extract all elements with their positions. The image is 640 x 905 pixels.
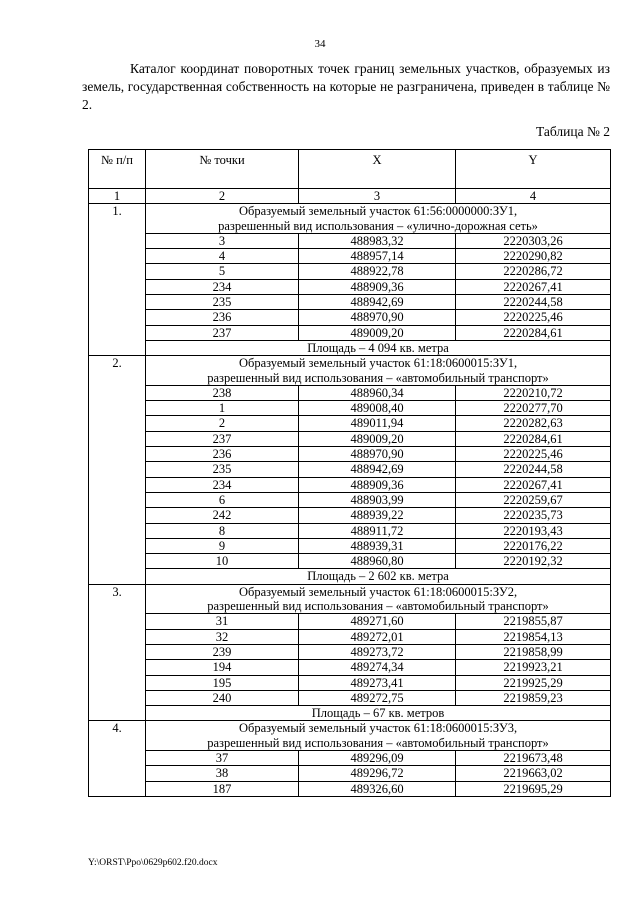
plot-area: Площадь – 67 кв. метров <box>146 706 611 721</box>
x-coordinate-cell: 489009,20 <box>299 325 456 340</box>
point-id-cell: 9 <box>146 538 299 553</box>
table-header-row <box>89 150 611 189</box>
x-coordinate-cell: 488983,32 <box>299 233 456 248</box>
plot-title-line: Образуемый земельный участок 61:18:0600015:ЗУ2, <box>238 584 518 599</box>
plot-title <box>146 204 611 234</box>
table-row <box>89 508 611 523</box>
plot-title-line: Образуемый земельный участок 61:18:0600015:ЗУ1, <box>238 356 518 371</box>
col-number: 4 <box>456 189 611 204</box>
y-coordinate-cell: 2220286,72 <box>456 264 611 279</box>
x-coordinate-cell: 489009,20 <box>299 431 456 446</box>
point-id-cell: 238 <box>146 385 299 400</box>
table-row <box>89 295 611 310</box>
y-coordinate-cell: 2220225,46 <box>456 447 611 462</box>
x-coordinate-cell: 489273,41 <box>299 675 456 690</box>
point-id-cell: 236 <box>146 447 299 462</box>
plot-number: 1. <box>89 204 146 356</box>
x-coordinate-cell: 488903,99 <box>299 492 456 507</box>
plot-title-line: разрешенный вид использования – «улично-дорожная сеть» <box>218 218 538 233</box>
point-id-cell: 234 <box>146 477 299 492</box>
y-coordinate-cell: 2220284,61 <box>456 325 611 340</box>
point-id-cell: 38 <box>146 766 299 781</box>
x-coordinate-cell: 488922,78 <box>299 264 456 279</box>
intro-paragraph: Каталог координат поворотных точек границ земельных участков, образуемых из земель, государственная собственность на которые не разграничена, приведен в таблице № 2. <box>82 61 610 112</box>
coordinates-table <box>88 149 611 797</box>
x-coordinate-cell: 488970,90 <box>299 310 456 325</box>
plot-title-line: разрешенный вид использования – «автомобильный транспорт» <box>207 599 549 614</box>
point-id-cell: 31 <box>146 614 299 629</box>
x-coordinate-cell: 489273,72 <box>299 644 456 659</box>
plot-title <box>146 584 611 614</box>
point-id-cell: 1 <box>146 401 299 416</box>
x-coordinate-cell: 489271,60 <box>299 614 456 629</box>
table-row <box>89 447 611 462</box>
table-row <box>89 660 611 675</box>
point-id-cell: 235 <box>146 295 299 310</box>
x-coordinate-cell: 488942,69 <box>299 295 456 310</box>
col-number: 1 <box>89 189 146 204</box>
point-id-cell: 3 <box>146 233 299 248</box>
x-coordinate-cell: 488970,90 <box>299 447 456 462</box>
x-coordinate-cell: 489326,60 <box>299 781 456 796</box>
table-row <box>89 233 611 248</box>
header-num: № п/п <box>89 150 146 189</box>
y-coordinate-cell: 2220303,26 <box>456 233 611 248</box>
x-coordinate-cell: 489296,09 <box>299 750 456 765</box>
point-id-cell: 237 <box>146 325 299 340</box>
table-row <box>89 249 611 264</box>
point-id-cell: 235 <box>146 462 299 477</box>
table-row <box>89 325 611 340</box>
point-id-cell: 8 <box>146 523 299 538</box>
x-coordinate-cell: 488957,14 <box>299 249 456 264</box>
x-coordinate-cell: 489272,75 <box>299 690 456 705</box>
x-coordinate-cell: 488942,69 <box>299 462 456 477</box>
point-id-cell: 195 <box>146 675 299 690</box>
point-id-cell: 6 <box>146 492 299 507</box>
y-coordinate-cell: 2220210,72 <box>456 385 611 400</box>
page-number: 34 <box>314 38 326 50</box>
plot-title-line: разрешенный вид использования – «автомобильный транспорт» <box>207 370 549 385</box>
column-number-row <box>89 189 611 204</box>
y-coordinate-cell: 2220235,73 <box>456 508 611 523</box>
y-coordinate-cell: 2219858,99 <box>456 644 611 659</box>
x-coordinate-cell: 488911,72 <box>299 523 456 538</box>
y-coordinate-cell: 2219855,87 <box>456 614 611 629</box>
x-coordinate-cell: 489008,40 <box>299 401 456 416</box>
point-id-cell: 2 <box>146 416 299 431</box>
x-coordinate-cell: 488939,22 <box>299 508 456 523</box>
point-id-cell: 4 <box>146 249 299 264</box>
y-coordinate-cell: 2220267,41 <box>456 477 611 492</box>
table-row <box>89 523 611 538</box>
table-row <box>89 690 611 705</box>
table-row <box>89 431 611 446</box>
y-coordinate-cell: 2220259,67 <box>456 492 611 507</box>
x-coordinate-cell: 489296,72 <box>299 766 456 781</box>
y-coordinate-cell: 2219695,29 <box>456 781 611 796</box>
table-row <box>89 462 611 477</box>
point-id-cell: 237 <box>146 431 299 446</box>
table-row <box>89 644 611 659</box>
table-row <box>89 614 611 629</box>
plot-area-row <box>89 569 611 584</box>
plot-title-row <box>89 584 611 614</box>
y-coordinate-cell: 2220193,43 <box>456 523 611 538</box>
y-coordinate-cell: 2220192,32 <box>456 554 611 569</box>
plot-area: Площадь – 2 602 кв. метра <box>146 569 611 584</box>
x-coordinate-cell: 488960,80 <box>299 554 456 569</box>
plot-title <box>146 721 611 751</box>
point-id-cell: 239 <box>146 644 299 659</box>
y-coordinate-cell: 2220267,41 <box>456 279 611 294</box>
y-coordinate-cell: 2220176,22 <box>456 538 611 553</box>
table-row <box>89 492 611 507</box>
y-coordinate-cell: 2220244,58 <box>456 295 611 310</box>
table-row <box>89 279 611 294</box>
header-point: № точки <box>146 150 299 189</box>
plot-title-line: Образуемый земельный участок 61:56:0000000:ЗУ1, <box>238 204 518 219</box>
plot-number: 2. <box>89 356 146 584</box>
y-coordinate-cell: 2219925,29 <box>456 675 611 690</box>
point-id-cell: 242 <box>146 508 299 523</box>
plot-number: 3. <box>89 584 146 721</box>
table-row <box>89 766 611 781</box>
table-caption: Таблица № 2 <box>536 124 610 139</box>
header-x: X <box>299 150 456 189</box>
point-id-cell: 187 <box>146 781 299 796</box>
col-number: 3 <box>299 189 456 204</box>
table-row <box>89 385 611 400</box>
table-row <box>89 629 611 644</box>
plot-area: Площадь – 4 094 кв. метра <box>146 340 611 355</box>
y-coordinate-cell: 2219673,48 <box>456 750 611 765</box>
table-row <box>89 538 611 553</box>
y-coordinate-cell: 2219663,02 <box>456 766 611 781</box>
table-row <box>89 554 611 569</box>
table-row <box>89 781 611 796</box>
y-coordinate-cell: 2219923,21 <box>456 660 611 675</box>
table-row <box>89 310 611 325</box>
point-id-cell: 240 <box>146 690 299 705</box>
table-row <box>89 675 611 690</box>
table-body <box>89 204 611 797</box>
table-row <box>89 264 611 279</box>
plot-title-row <box>89 721 611 751</box>
point-id-cell: 10 <box>146 554 299 569</box>
table-row <box>89 750 611 765</box>
plot-title-line: Образуемый земельный участок 61:18:0600015:ЗУ3, <box>238 721 518 736</box>
y-coordinate-cell: 2220290,82 <box>456 249 611 264</box>
y-coordinate-cell: 2219859,23 <box>456 690 611 705</box>
header-y: Y <box>456 150 611 189</box>
plot-area-row <box>89 706 611 721</box>
plot-title-line: разрешенный вид использования – «автомобильный транспорт» <box>207 735 549 750</box>
table-row <box>89 477 611 492</box>
y-coordinate-cell: 2220225,46 <box>456 310 611 325</box>
table-row <box>89 401 611 416</box>
y-coordinate-cell: 2220282,63 <box>456 416 611 431</box>
x-coordinate-cell: 489274,34 <box>299 660 456 675</box>
point-id-cell: 236 <box>146 310 299 325</box>
col-number: 2 <box>146 189 299 204</box>
x-coordinate-cell: 489011,94 <box>299 416 456 431</box>
y-coordinate-cell: 2219854,13 <box>456 629 611 644</box>
point-id-cell: 234 <box>146 279 299 294</box>
x-coordinate-cell: 488939,31 <box>299 538 456 553</box>
y-coordinate-cell: 2220284,61 <box>456 431 611 446</box>
x-coordinate-cell: 488960,34 <box>299 385 456 400</box>
y-coordinate-cell: 2220244,58 <box>456 462 611 477</box>
point-id-cell: 5 <box>146 264 299 279</box>
plot-area-row <box>89 340 611 355</box>
plot-title-row <box>89 356 611 386</box>
point-id-cell: 194 <box>146 660 299 675</box>
footer-file-path: Y:\ORST\Ppo\0629p602.f20.docx <box>88 858 218 868</box>
x-coordinate-cell: 488909,36 <box>299 279 456 294</box>
plot-number: 4. <box>89 721 146 796</box>
point-id-cell: 32 <box>146 629 299 644</box>
y-coordinate-cell: 2220277,70 <box>456 401 611 416</box>
x-coordinate-cell: 488909,36 <box>299 477 456 492</box>
plot-title-row <box>89 204 611 234</box>
point-id-cell: 37 <box>146 750 299 765</box>
x-coordinate-cell: 489272,01 <box>299 629 456 644</box>
table-row <box>89 416 611 431</box>
plot-title <box>146 356 611 386</box>
